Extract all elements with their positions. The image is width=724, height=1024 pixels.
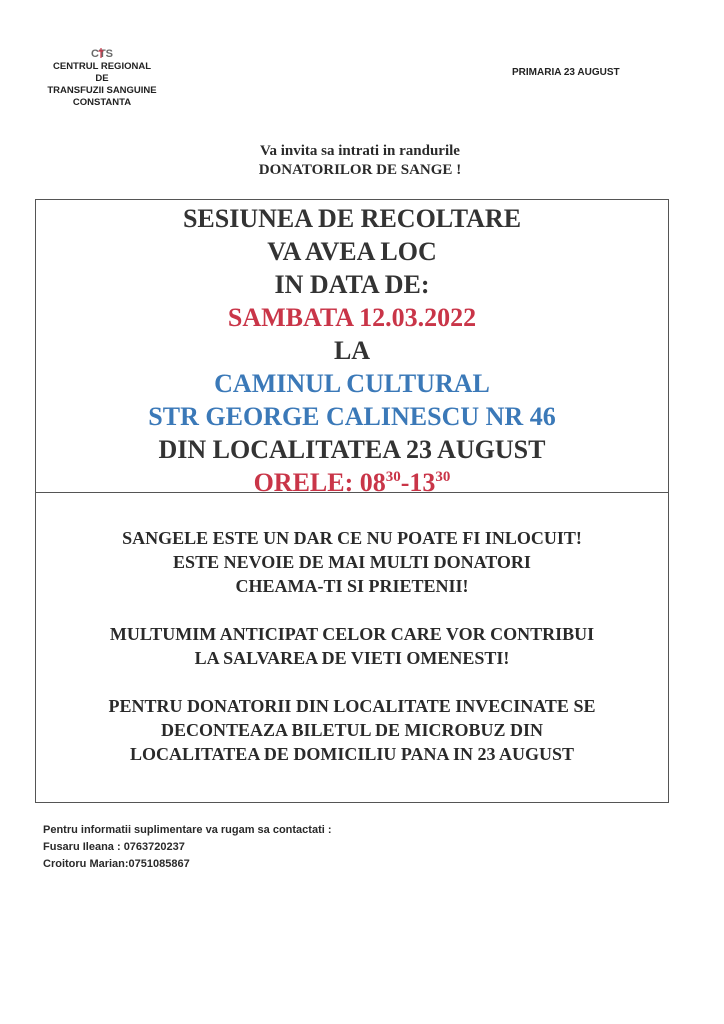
cts-logo-icon: [88, 46, 116, 60]
organization-header: [36, 46, 168, 109]
message-line: SANGELE ESTE UN DAR CE NU POATE FI INLOCUIT!: [122, 528, 582, 548]
message-line: MULTUMIM ANTICIPAT CELOR CARE VOR CONTRIBUI: [109, 624, 595, 644]
message-line: DECONTEAZA BILETUL DE MICROBUZ DIN: [160, 720, 544, 740]
session-hours: [35, 466, 669, 499]
start-hour: 08: [359, 468, 386, 497]
svg-text:CTS: CTS: [91, 48, 113, 60]
session-heading: SESIUNEA DE RECOLTARE: [182, 204, 522, 233]
message-line: LA SALVAREA DE VIETI OMENESTI!: [194, 648, 510, 668]
contact-intro: Pentru informatii suplimentare va rugam sa contactati :: [43, 824, 332, 836]
contact-person: Croitoru Marian:0751085867: [43, 858, 190, 870]
message-paragraph: [35, 526, 669, 598]
message-line: LOCALITATEA DE DOMICILIU PANA IN 23 AUGUST: [129, 744, 575, 764]
message-line: ESTE NEVOIE DE MAI MULTI DONATORI: [173, 552, 531, 572]
session-heading: IN DATA DE:: [274, 270, 430, 299]
organization-name-line: CONSTANTA: [72, 97, 132, 108]
session-at: LA: [333, 336, 371, 365]
session-address: STR GEORGE CALINESCU NR 46: [148, 402, 556, 431]
session-heading: VA AVEA LOC: [267, 237, 437, 266]
session-date: SAMBATA 12.03.2022: [227, 303, 477, 332]
town-hall-label: PRIMARIA 23 AUGUST: [512, 67, 620, 78]
invitation-line: DONATORILOR DE SANGE !: [258, 162, 462, 178]
contact-person: Fusaru Ileana : 0763720237: [43, 841, 185, 853]
contact-info: [43, 822, 332, 873]
hours-label: ORELE:: [253, 468, 360, 497]
appeal-message: [35, 526, 669, 790]
hours-separator: -: [400, 468, 410, 497]
session-details: [35, 202, 669, 499]
end-minutes: 30: [435, 469, 451, 485]
message-line: PENTRU DONATORII DIN LOCALITATE INVECINATE SE: [108, 696, 596, 716]
session-venue: CAMINUL CULTURAL: [214, 369, 490, 398]
start-minutes: 30: [385, 469, 401, 485]
end-hour: 13: [409, 468, 436, 497]
invitation-line: Va invita sa intrati in randurile: [260, 143, 460, 159]
message-paragraph: [35, 694, 669, 766]
organization-name-line: CENTRUL REGIONAL: [53, 61, 151, 72]
organization-name-line: TRANSFUZII SANGUINE: [47, 85, 157, 96]
message-paragraph: [35, 622, 669, 670]
session-locality: DIN LOCALITATEA 23 AUGUST: [158, 435, 546, 464]
message-line: CHEAMA-TI SI PRIETENII!: [235, 576, 469, 596]
organization-name-line: DE: [95, 73, 109, 84]
invitation-text: [150, 142, 570, 180]
